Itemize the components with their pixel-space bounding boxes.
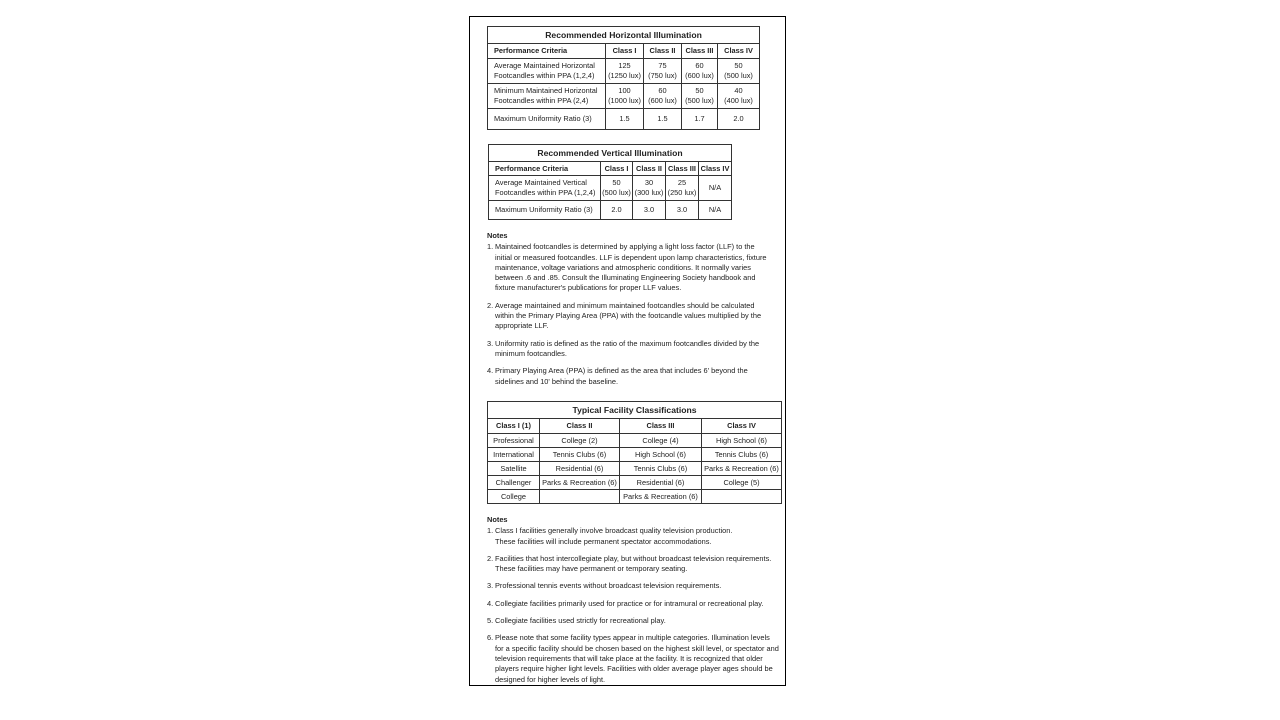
horizontal-table-title: Recommended Horizontal Illumination (488, 27, 760, 44)
facility-cell: Parks & Recreation (6) (540, 476, 620, 490)
facility-cell (540, 490, 620, 504)
value-cell: N/A (699, 176, 732, 201)
value-cell: 3.0 (666, 201, 699, 220)
criteria-cell (488, 84, 606, 109)
facility-cell: Tennis Clubs (6) (620, 462, 702, 476)
notes-heading: Notes (487, 515, 508, 524)
note-item: 2. Facilities that host intercollegiate play, but without broadcast television requirements. These facilities may have permanent or temporary seating. (487, 553, 772, 574)
header-class-ii: Class II (644, 44, 682, 59)
note-item: 3. Uniformity ratio is defined as the ratio of the maximum footcandles divided by the minimum footcandles. (487, 338, 760, 358)
facility-cell: College (2) (540, 434, 620, 448)
value-cell: 50 (500 lux) (718, 59, 760, 84)
facility-table-title: Typical Facility Classifications (488, 402, 782, 419)
horizontal-illumination-table (487, 26, 760, 130)
facility-notes (487, 515, 787, 692)
header-class-i: Class I (606, 44, 644, 59)
facility-cell: International (488, 448, 540, 462)
facility-cell: High School (6) (702, 434, 782, 448)
value-cell: 30 (300 lux) (633, 176, 666, 201)
facility-classifications-table (487, 401, 782, 504)
header-class-iii: Class III (682, 44, 718, 59)
note-item: 4. Primary Playing Area (PPA) is defined as the area that includes 6' beyond the sidelines and 10' behind the baseline. (487, 366, 748, 386)
criteria-line: Footcandles within PPA (1,2,4) (494, 71, 595, 80)
criteria-cell: Maximum Uniformity Ratio (3) (489, 201, 601, 220)
facility-cell: High School (6) (620, 448, 702, 462)
criteria-cell (489, 176, 601, 201)
header-class-ii: Class II (633, 162, 666, 176)
table-row (488, 448, 782, 462)
header-class-i: Class I (1) (488, 419, 540, 434)
facility-cell: Residential (6) (620, 476, 702, 490)
facility-cell: Parks & Recreation (6) (702, 462, 782, 476)
value-cell: 100 (1000 lux) (606, 84, 644, 109)
note-item: 4. Collegiate facilities primarily used for practice or for intramural or recreational play. (487, 598, 764, 608)
facility-cell: Satellite (488, 462, 540, 476)
facility-cell (702, 490, 782, 504)
criteria-line: Footcandles within PPA (2,4) (494, 96, 589, 105)
header-class-i: Class I (601, 162, 633, 176)
facility-cell: College (4) (620, 434, 702, 448)
notes-heading: Notes (487, 231, 508, 240)
value-cell: 3.0 (633, 201, 666, 220)
facility-cell: Tennis Clubs (6) (540, 448, 620, 462)
vertical-table-title: Recommended Vertical Illumination (489, 145, 732, 162)
header-class-iii: Class III (620, 419, 702, 434)
facility-cell: Residential (6) (540, 462, 620, 476)
criteria-line: Footcandles within PPA (1,2,4) (495, 188, 596, 197)
table-row (488, 476, 782, 490)
note-item: 3. Professional tennis events without broadcast television requirements. (487, 581, 722, 591)
table-row (489, 201, 732, 220)
criteria-line: Minimum Maintained Horizontal (494, 86, 598, 95)
criteria-cell (488, 59, 606, 84)
note-item: 1. Maintained footcandles is determined by applying a light loss factor (LLF) to the initial or measured footcandles. LLF is dependent upon lamp characteristics, fixture maintenance, voltage variations and atmospheric conditions. It normally varies between .6 and .85. Consult the Illuminating Engineering Society handbook and fixture manufacturer's publications for proper LLF values. (487, 242, 767, 293)
header-class-iii: Class III (666, 162, 699, 176)
table-row (488, 109, 760, 130)
header-performance-criteria: Performance Criteria (489, 162, 601, 176)
criteria-cell: Maximum Uniformity Ratio (3) (488, 109, 606, 130)
document-page (469, 16, 786, 686)
table-row (488, 59, 760, 84)
facility-cell: Parks & Recreation (6) (620, 490, 702, 504)
note-item: 1. Class I facilities generally involve broadcast quality television production. These facilities will include permanent spectator accommodations. (487, 526, 733, 546)
value-cell: N/A (699, 201, 732, 220)
value-cell: 60 (600 lux) (644, 84, 682, 109)
facility-cell: Tennis Clubs (6) (702, 448, 782, 462)
vertical-table-header (489, 162, 732, 176)
header-class-ii: Class II (540, 419, 620, 434)
header-class-iv: Class IV (702, 419, 782, 434)
note-item: 6. Please note that some facility types appear in multiple categories. Illumination levels for a specific facility should be chosen based on the highest skill level, or spectator and television requirements that will take place at the facility. It is recognized that older players require higher light levels. Facilities with older average player ages should be designed for higher levels of light. (487, 633, 779, 684)
facility-cell: Professional (488, 434, 540, 448)
value-cell: 60 (600 lux) (682, 59, 718, 84)
header-class-iv: Class IV (699, 162, 732, 176)
table-row (488, 434, 782, 448)
value-cell: 1.7 (682, 109, 718, 130)
criteria-line: Average Maintained Vertical (495, 178, 587, 187)
illumination-notes (487, 231, 787, 394)
value-cell: 1.5 (644, 109, 682, 130)
value-cell: 2.0 (601, 201, 633, 220)
facility-cell: Challenger (488, 476, 540, 490)
value-cell: 125 (1250 lux) (606, 59, 644, 84)
note-item: 5. Collegiate facilities used strictly for recreational play. (487, 616, 666, 626)
table-row (488, 84, 760, 109)
header-performance-criteria: Performance Criteria (488, 44, 606, 59)
table-row (488, 462, 782, 476)
horizontal-table-header (488, 44, 760, 59)
facility-table-header (488, 419, 782, 434)
facility-cell: College (488, 490, 540, 504)
value-cell: 40 (400 lux) (718, 84, 760, 109)
criteria-line: Average Maintained Horizontal (494, 61, 595, 70)
value-cell: 50 (500 lux) (682, 84, 718, 109)
table-row (489, 176, 732, 201)
note-item: 2. Average maintained and minimum maintained footcandles should be calculated within the Primary Playing Area (PPA) with the footcandle values multiplied by the appropriate LLF. (487, 300, 762, 331)
facility-cell: College (5) (702, 476, 782, 490)
value-cell: 2.0 (718, 109, 760, 130)
value-cell: 25 (250 lux) (666, 176, 699, 201)
value-cell: 1.5 (606, 109, 644, 130)
vertical-illumination-table (488, 144, 732, 220)
header-class-iv: Class IV (718, 44, 760, 59)
table-row (488, 490, 782, 504)
value-cell: 50 (500 lux) (601, 176, 633, 201)
value-cell: 75 (750 lux) (644, 59, 682, 84)
